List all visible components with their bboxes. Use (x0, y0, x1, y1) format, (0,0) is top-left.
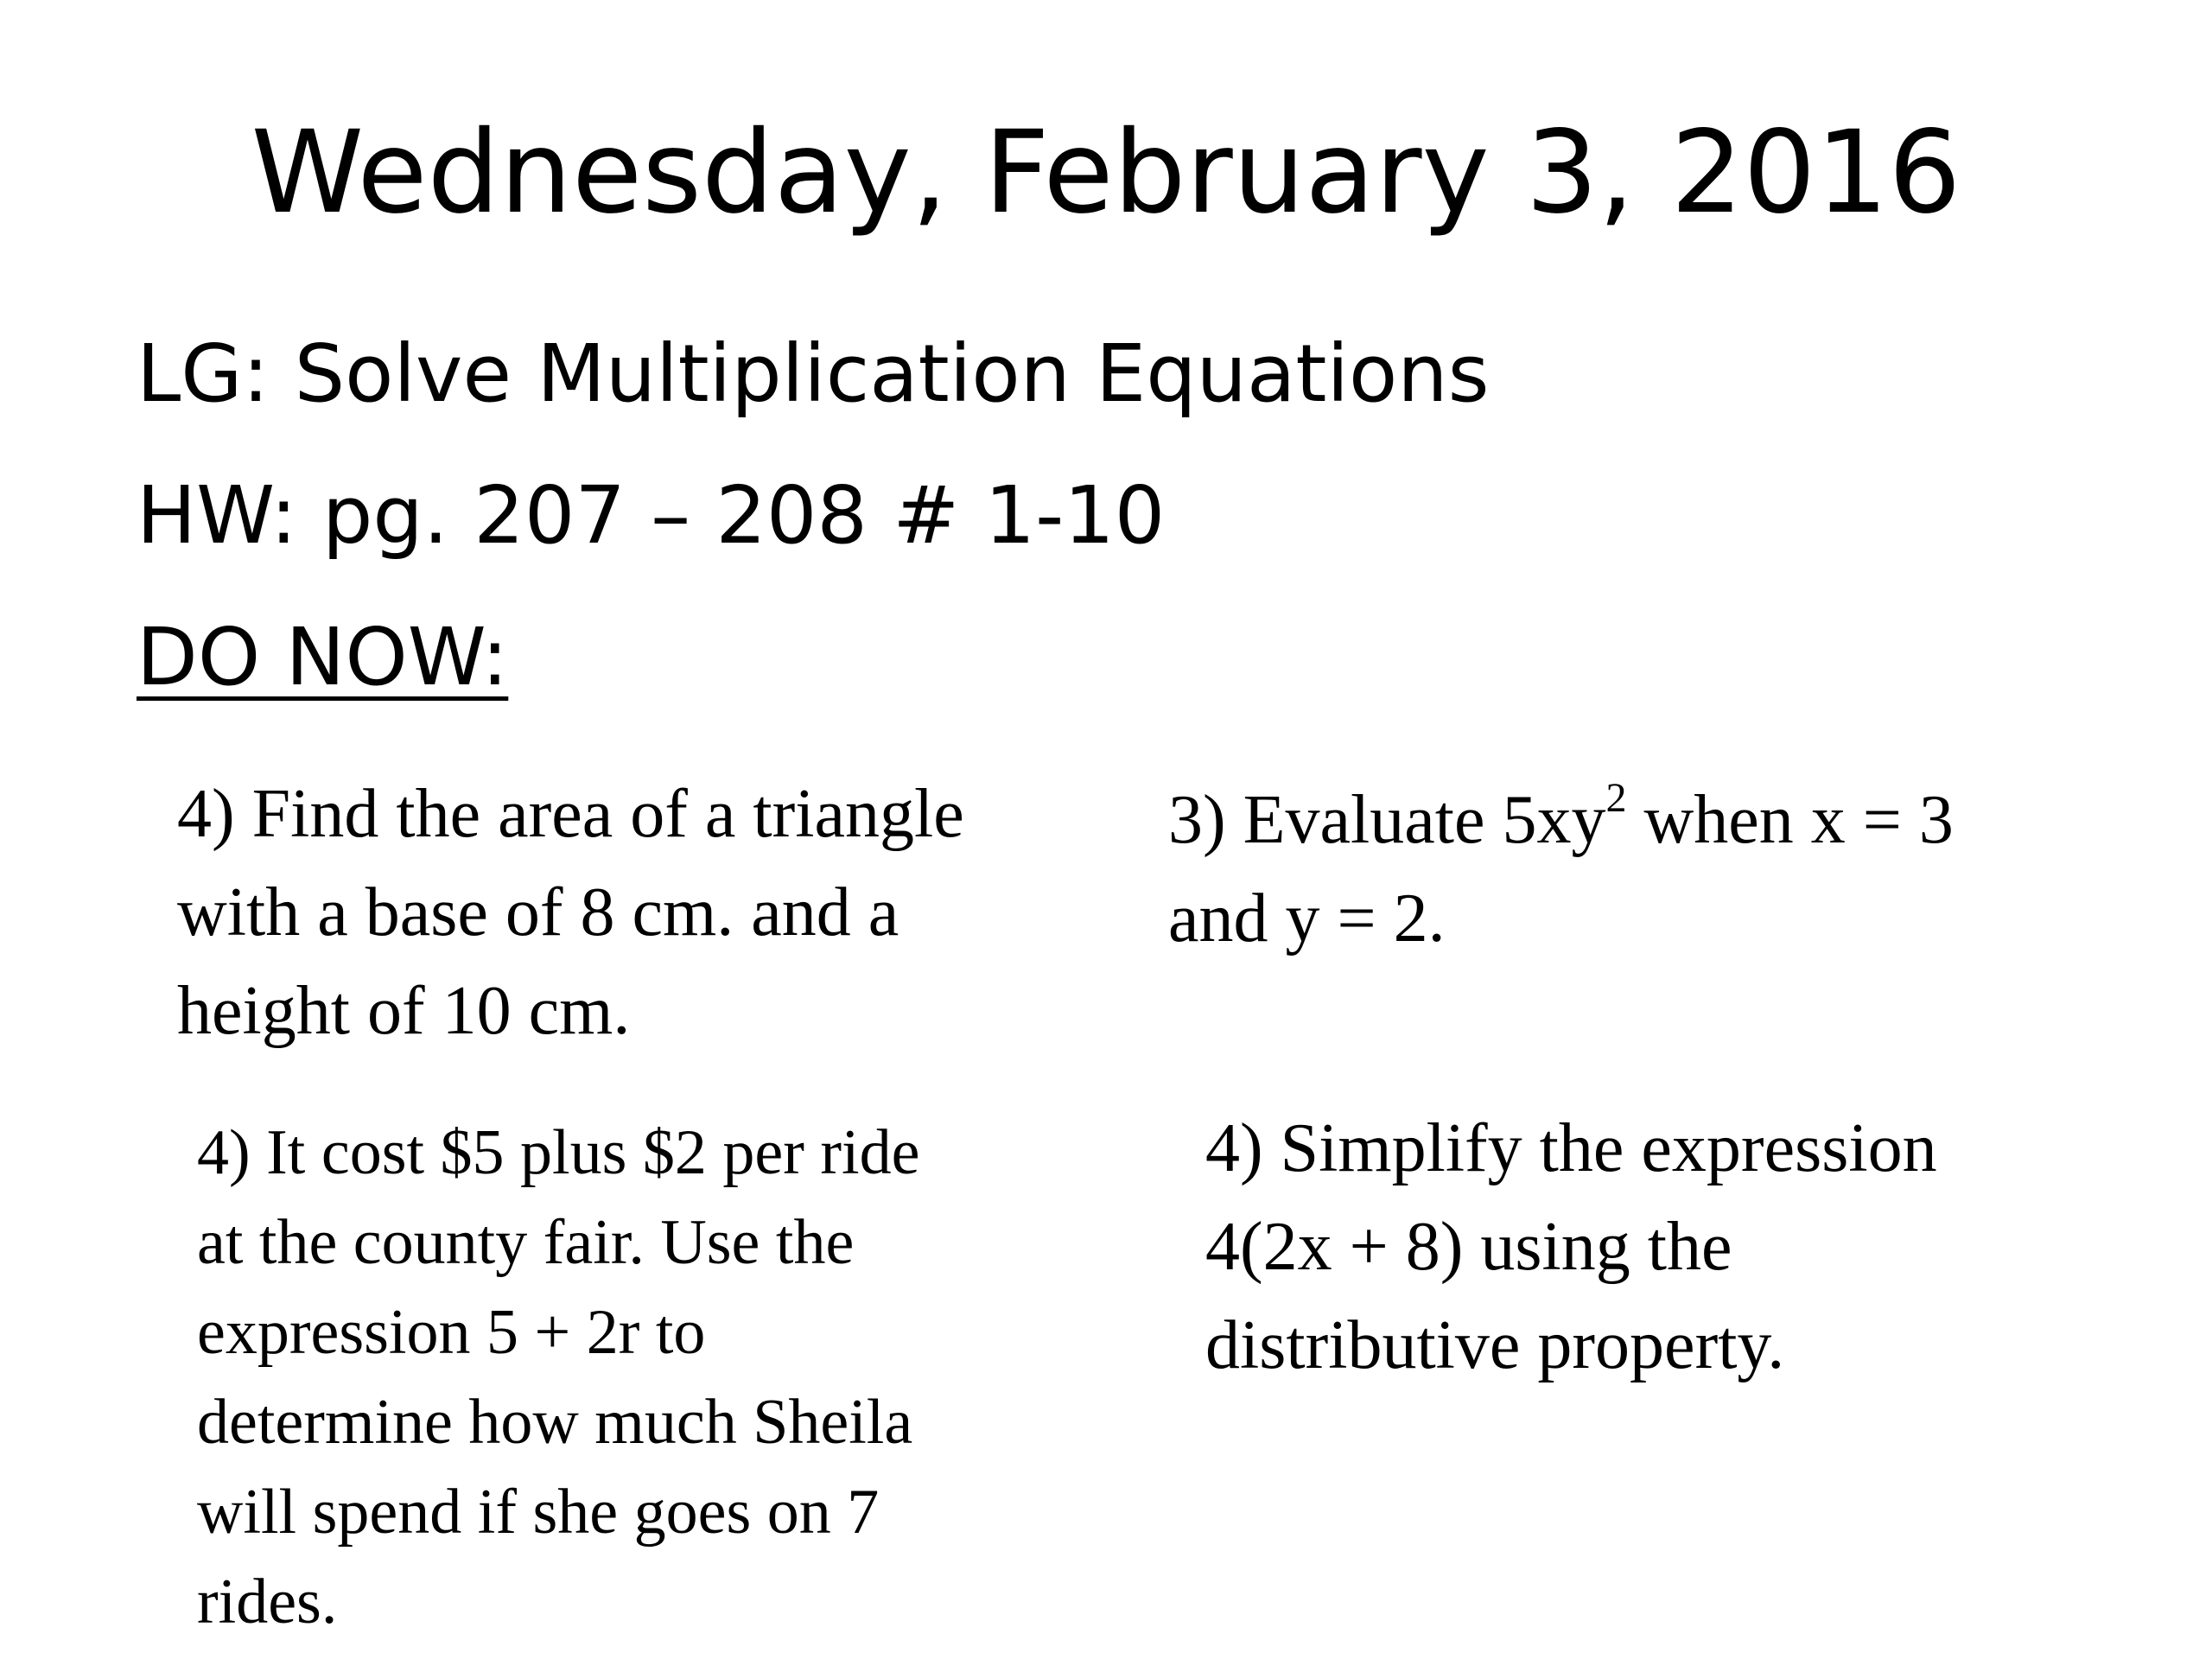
problem-line: will spend if she goes on 7 (197, 1477, 880, 1548)
problem-line (1168, 771, 2075, 869)
problem-simplify-expression (1205, 1099, 2113, 1395)
exponent: 2 (1605, 775, 1627, 821)
problem-line: 4) Find the area of a triangle (177, 776, 964, 852)
problem-line: 4) It cost $5 plus $2 per ride (197, 1117, 920, 1188)
evaluate-text: 3) Evaluate 5xy (1168, 782, 1606, 858)
problem-line: height of 10 cm. (177, 973, 631, 1049)
learning-goal: LG: Solve Multiplication Equations (137, 327, 1490, 420)
problem-evaluate-expression (1168, 771, 2075, 968)
problem-line: determine how much Sheila (197, 1387, 913, 1458)
problem-line: and y = 2. (1168, 880, 1446, 957)
problem-triangle-area (177, 765, 1093, 1060)
evaluate-condition: when x = 3 (1626, 782, 1954, 858)
problem-county-fair (197, 1108, 1061, 1647)
problem-line: distributive property. (1205, 1307, 1785, 1383)
problem-line: 4(2x + 8) using the (1205, 1209, 1732, 1285)
do-now-heading: DO NOW: (137, 611, 509, 703)
homework: HW: pg. 207 – 208 # 1-10 (137, 469, 1166, 562)
problem-line: expression 5 + 2r to (197, 1297, 706, 1368)
problem-line: at the county fair. Use the (197, 1207, 855, 1278)
slide-title: Wednesday, February 3, 2016 (251, 106, 1961, 239)
problem-line: rides. (197, 1567, 338, 1637)
problem-line: with a base of 8 cm. and a (177, 874, 899, 950)
problem-line: 4) Simplify the expression (1205, 1110, 1937, 1186)
